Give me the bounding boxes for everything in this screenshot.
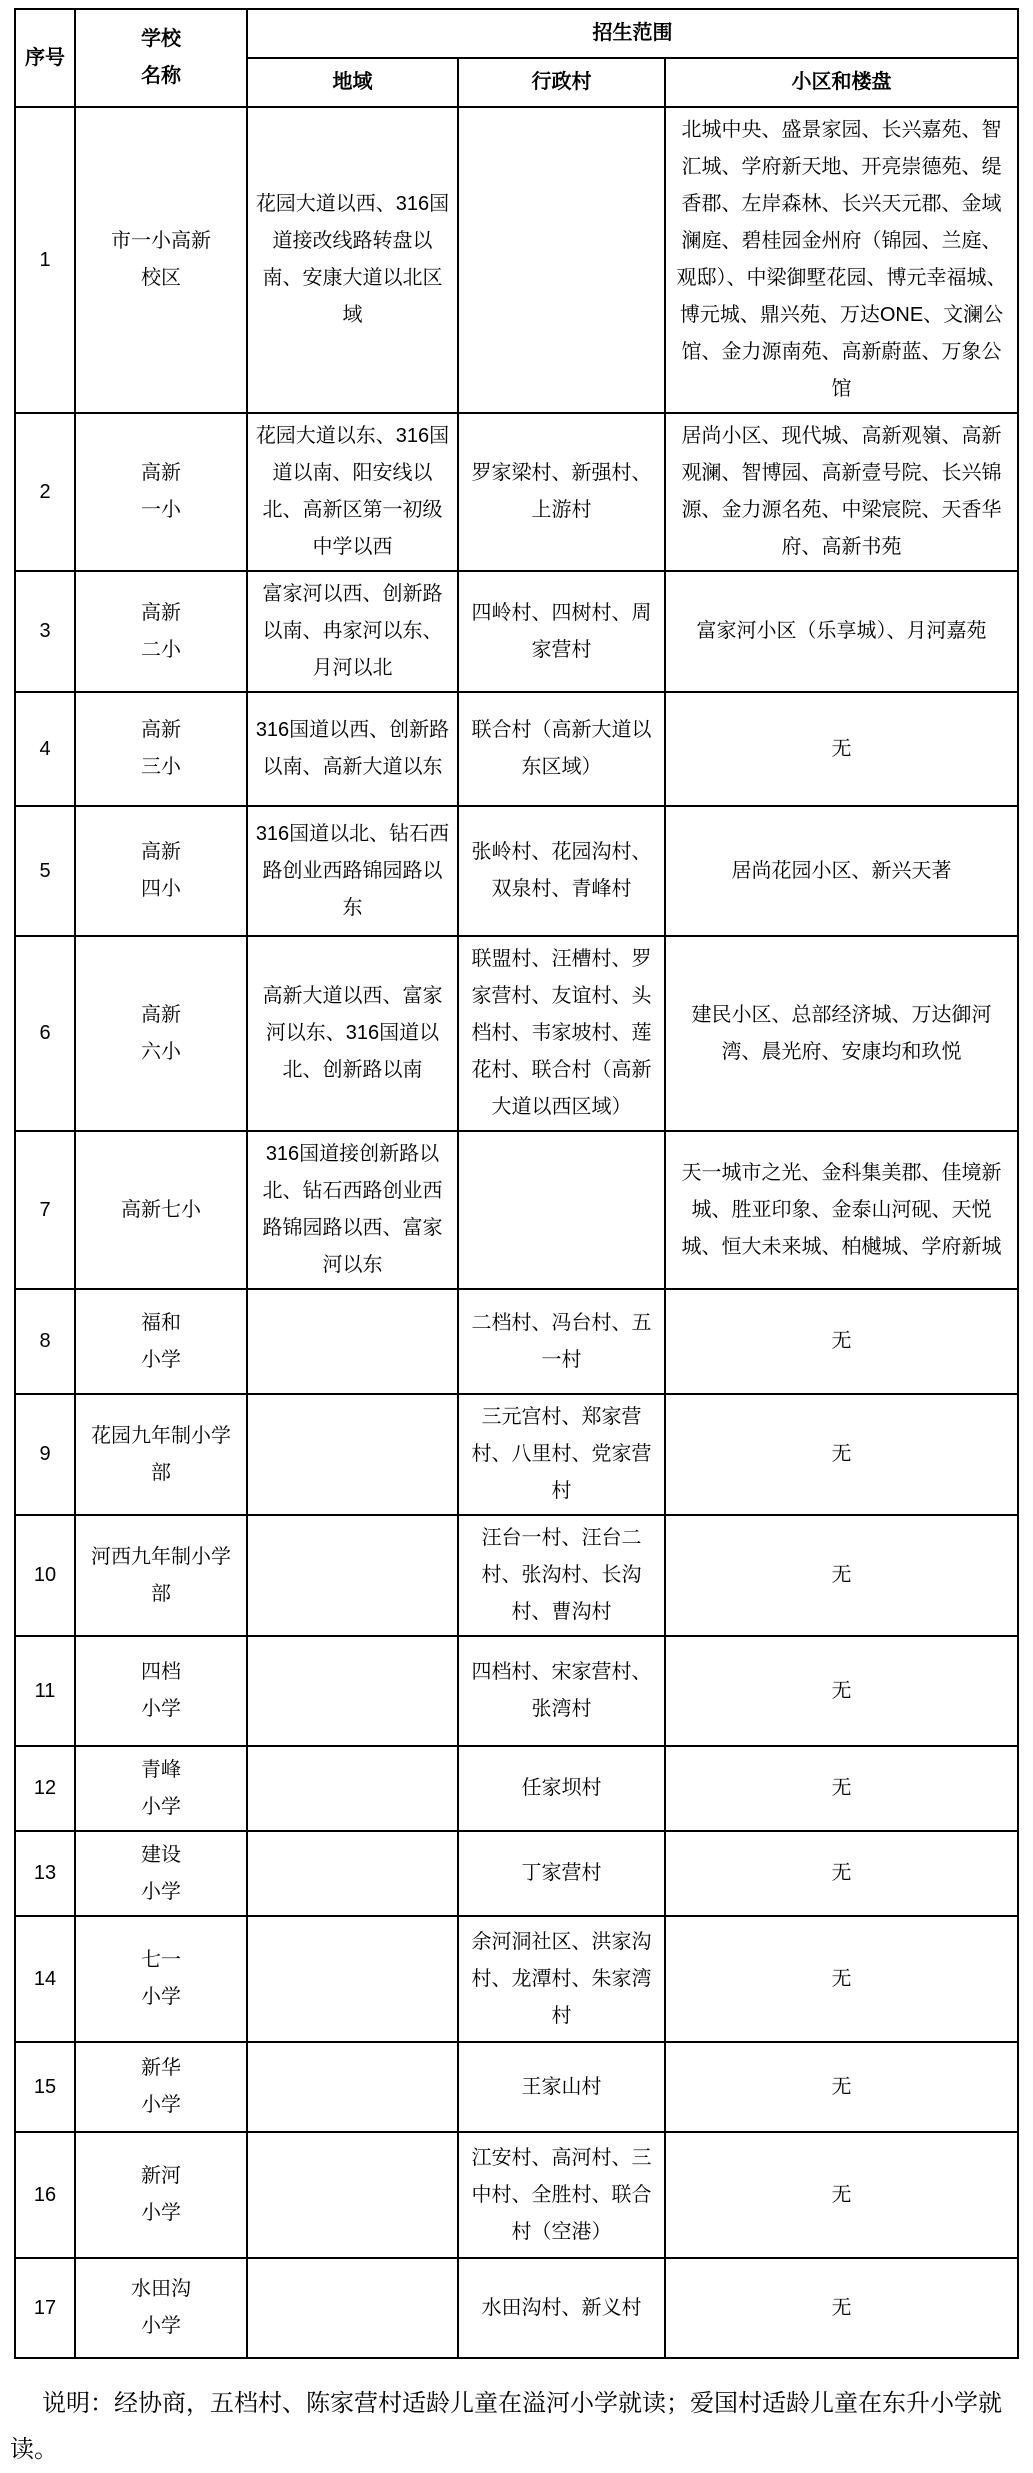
cell-village bbox=[458, 1131, 665, 1289]
table-row bbox=[15, 1636, 1018, 1746]
cell-serial: 14 bbox=[15, 1916, 75, 2042]
cell-community: 居尚小区、现代城、高新观嶺、高新观澜、智博园、高新壹号院、长兴锦源、金力源名苑、中梁宸院、天香华府、高新书苑 bbox=[665, 413, 1018, 571]
cell-serial: 11 bbox=[15, 1636, 75, 1746]
table-row bbox=[15, 1394, 1018, 1515]
cell-serial: 3 bbox=[15, 571, 75, 692]
cell-serial: 13 bbox=[15, 1831, 75, 1916]
cell-community: 北城中央、盛景家园、长兴嘉苑、智汇城、学府新天地、开亮崇德苑、缇香郡、左岸森林、长兴天元郡、金域澜庭、碧桂园金州府（锦园、兰庭、观邸）、中梁御墅花园、博元幸福城、博元城、鼎兴苑、万达ONE、文澜公馆、金力源南苑、高新蔚蓝、万象公馆 bbox=[665, 107, 1018, 413]
table-row bbox=[15, 2132, 1018, 2258]
cell-school-name bbox=[75, 1831, 247, 1916]
cell-community: 无 bbox=[665, 2258, 1018, 2358]
cell-serial: 1 bbox=[15, 107, 75, 413]
cell-village: 罗家梁村、新强村、上游村 bbox=[458, 413, 665, 571]
table-row bbox=[15, 1746, 1018, 1831]
school-name-line: 小学 bbox=[141, 2202, 181, 2224]
school-name-line: 六小 bbox=[141, 1040, 181, 1063]
cell-community: 居尚花园小区、新兴天著 bbox=[665, 806, 1018, 936]
cell-region bbox=[247, 1515, 458, 1636]
school-name-line: 水田沟 bbox=[131, 2278, 191, 2300]
header-school-line1: 学校 bbox=[141, 28, 181, 50]
cell-region: 富家河以西、创新路以南、冉家河以东、月河以北 bbox=[247, 571, 458, 692]
school-name-line: 小学 bbox=[141, 1698, 181, 1720]
school-name-line: 一小 bbox=[141, 499, 181, 521]
cell-school-name bbox=[75, 1131, 247, 1289]
cell-village: 江安村、高河村、三中村、全胜村、联合村（空港） bbox=[458, 2132, 665, 2258]
cell-school-name bbox=[75, 1916, 247, 2042]
school-name-line: 二小 bbox=[141, 638, 181, 661]
cell-school-name bbox=[75, 936, 247, 1131]
school-name-line: 部 bbox=[151, 1582, 171, 1605]
cell-village: 水田沟村、新义村 bbox=[458, 2258, 665, 2358]
cell-school-name bbox=[75, 571, 247, 692]
cell-community: 天一城市之光、金科集美郡、佳境新城、胜亚印象、金泰山河砚、天悦城、恒大未来城、柏樾城、学府新城 bbox=[665, 1131, 1018, 1289]
cell-community: 富家河小区（乐享城）、月河嘉苑 bbox=[665, 571, 1018, 692]
cell-region bbox=[247, 2132, 458, 2258]
header-region: 地域 bbox=[247, 58, 458, 107]
table-body bbox=[15, 107, 1018, 2358]
cell-school-name bbox=[75, 2132, 247, 2258]
cell-community: 无 bbox=[665, 692, 1018, 806]
cell-community: 无 bbox=[665, 2132, 1018, 2258]
cell-serial: 8 bbox=[15, 1289, 75, 1394]
cell-region: 高新大道以西、富家河以东、316国道以北、创新路以南 bbox=[247, 936, 458, 1131]
header-school-line2: 名称 bbox=[141, 65, 181, 87]
school-name-line: 小学 bbox=[141, 1348, 181, 1371]
table-row bbox=[15, 1131, 1018, 1289]
school-name-line: 青峰 bbox=[141, 1758, 181, 1781]
cell-village: 张岭村、花园沟村、双泉村、青峰村 bbox=[458, 806, 665, 936]
cell-village: 三元宫村、郑家营村、八里村、党家营村 bbox=[458, 1394, 665, 1515]
header-serial: 序号 bbox=[15, 9, 75, 107]
table-row bbox=[15, 413, 1018, 571]
school-name-line: 河西九年制小学 bbox=[91, 1545, 231, 1568]
table-row bbox=[15, 1289, 1018, 1394]
cell-school-name bbox=[75, 2258, 247, 2358]
cell-region bbox=[247, 1394, 458, 1515]
header-community: 小区和楼盘 bbox=[665, 58, 1018, 107]
cell-region bbox=[247, 2042, 458, 2132]
school-name-line: 小学 bbox=[141, 2315, 181, 2337]
cell-village: 联盟村、汪槽村、罗家营村、友谊村、头档村、韦家坡村、莲花村、联合村（高新大道以西区域） bbox=[458, 936, 665, 1131]
table-row bbox=[15, 107, 1018, 413]
table-row bbox=[15, 1831, 1018, 1916]
cell-region: 花园大道以东、316国道以南、阳安线以北、高新区第一初级中学以西 bbox=[247, 413, 458, 571]
cell-school-name bbox=[75, 1289, 247, 1394]
cell-school-name bbox=[75, 1636, 247, 1746]
table-row bbox=[15, 692, 1018, 806]
cell-serial: 4 bbox=[15, 692, 75, 806]
school-name-line: 高新 bbox=[141, 719, 181, 741]
school-name-line: 小学 bbox=[141, 1880, 181, 1903]
table-row bbox=[15, 571, 1018, 692]
cell-school-name bbox=[75, 692, 247, 806]
cell-serial: 16 bbox=[15, 2132, 75, 2258]
cell-region: 花园大道以西、316国道接改线路转盘以南、安康大道以北区域 bbox=[247, 107, 458, 413]
cell-community: 建民小区、总部经济城、万达御河湾、晨光府、安康均和玖悦 bbox=[665, 936, 1018, 1131]
school-name-line: 四档 bbox=[141, 1661, 181, 1683]
school-name-line: 高新 bbox=[141, 462, 181, 484]
cell-school-name bbox=[75, 1515, 247, 1636]
table-row bbox=[15, 2258, 1018, 2358]
cell-serial: 12 bbox=[15, 1746, 75, 1831]
header-enrollment-scope: 招生范围 bbox=[247, 9, 1018, 58]
table-row bbox=[15, 806, 1018, 936]
table-row bbox=[15, 1515, 1018, 1636]
cell-community: 无 bbox=[665, 1515, 1018, 1636]
cell-community: 无 bbox=[665, 2042, 1018, 2132]
cell-school-name bbox=[75, 107, 247, 413]
school-name-line: 校区 bbox=[141, 267, 181, 289]
cell-community: 无 bbox=[665, 1636, 1018, 1746]
table-row bbox=[15, 2042, 1018, 2132]
school-name-line: 高新 bbox=[141, 601, 181, 624]
cell-region: 316国道接创新路以北、钻石西路创业西路锦园路以西、富家河以东 bbox=[247, 1131, 458, 1289]
cell-serial: 9 bbox=[15, 1394, 75, 1515]
school-name-line: 小学 bbox=[141, 1795, 181, 1818]
cell-region: 316国道以北、钻石西路创业西路锦园路以东 bbox=[247, 806, 458, 936]
cell-village: 任家坝村 bbox=[458, 1746, 665, 1831]
cell-village: 丁家营村 bbox=[458, 1831, 665, 1916]
cell-school-name bbox=[75, 806, 247, 936]
cell-community: 无 bbox=[665, 1746, 1018, 1831]
enrollment-table bbox=[14, 8, 1019, 2359]
cell-region bbox=[247, 1746, 458, 1831]
cell-school-name bbox=[75, 413, 247, 571]
cell-serial: 10 bbox=[15, 1515, 75, 1636]
cell-serial: 2 bbox=[15, 413, 75, 571]
cell-serial: 15 bbox=[15, 2042, 75, 2132]
cell-village: 余河洞社区、洪家沟村、龙潭村、朱家湾村 bbox=[458, 1916, 665, 2042]
cell-region bbox=[247, 1636, 458, 1746]
cell-school-name bbox=[75, 2042, 247, 2132]
cell-village: 二档村、冯台村、五一村 bbox=[458, 1289, 665, 1394]
cell-community: 无 bbox=[665, 1394, 1018, 1515]
note-text: 说明：经协商，五档村、陈家营村适龄儿童在溢河小学就读；爱国村适龄儿童在东升小学就读。 bbox=[10, 2390, 1002, 2463]
cell-village: 四岭村、四树村、周家营村 bbox=[458, 571, 665, 692]
school-name-line: 新华 bbox=[141, 2057, 181, 2079]
cell-serial: 6 bbox=[15, 936, 75, 1131]
school-name-line: 福和 bbox=[141, 1311, 181, 1334]
school-name-line: 花园九年制小学 bbox=[91, 1424, 231, 1447]
school-name-line: 部 bbox=[151, 1461, 171, 1484]
table-header bbox=[15, 9, 1018, 107]
header-village: 行政村 bbox=[458, 58, 665, 107]
school-name-line: 小学 bbox=[141, 2094, 181, 2116]
school-name-line: 小学 bbox=[141, 1986, 181, 2008]
cell-village bbox=[458, 107, 665, 413]
cell-community: 无 bbox=[665, 1916, 1018, 2042]
cell-serial: 17 bbox=[15, 2258, 75, 2358]
cell-region bbox=[247, 1289, 458, 1394]
school-name-line: 三小 bbox=[141, 756, 181, 778]
table-row bbox=[15, 936, 1018, 1131]
cell-region: 316国道以西、创新路以南、高新大道以东 bbox=[247, 692, 458, 806]
cell-school-name bbox=[75, 1746, 247, 1831]
cell-serial: 5 bbox=[15, 806, 75, 936]
school-name-line: 高新 bbox=[141, 841, 181, 863]
school-name-line: 市一小高新 bbox=[111, 230, 211, 252]
cell-region bbox=[247, 2258, 458, 2358]
cell-region bbox=[247, 1831, 458, 1916]
header-school-name bbox=[75, 9, 247, 107]
cell-community: 无 bbox=[665, 1831, 1018, 1916]
cell-village: 联合村（高新大道以东区域） bbox=[458, 692, 665, 806]
cell-school-name bbox=[75, 1394, 247, 1515]
cell-village: 四档村、宋家营村、张湾村 bbox=[458, 1636, 665, 1746]
school-name-line: 高新七小 bbox=[121, 1198, 201, 1221]
school-name-line: 新河 bbox=[141, 2165, 181, 2187]
cell-serial: 7 bbox=[15, 1131, 75, 1289]
school-name-line: 建设 bbox=[141, 1843, 181, 1866]
cell-village: 王家山村 bbox=[458, 2042, 665, 2132]
table-row bbox=[15, 1916, 1018, 2042]
school-name-line: 四小 bbox=[141, 878, 181, 900]
cell-community: 无 bbox=[665, 1289, 1018, 1394]
school-name-line: 七一 bbox=[141, 1949, 181, 1971]
cell-region bbox=[247, 1916, 458, 2042]
school-name-line: 高新 bbox=[141, 1003, 181, 1026]
cell-village: 汪台一村、汪台二村、张沟村、长沟村、曹沟村 bbox=[458, 1515, 665, 1636]
